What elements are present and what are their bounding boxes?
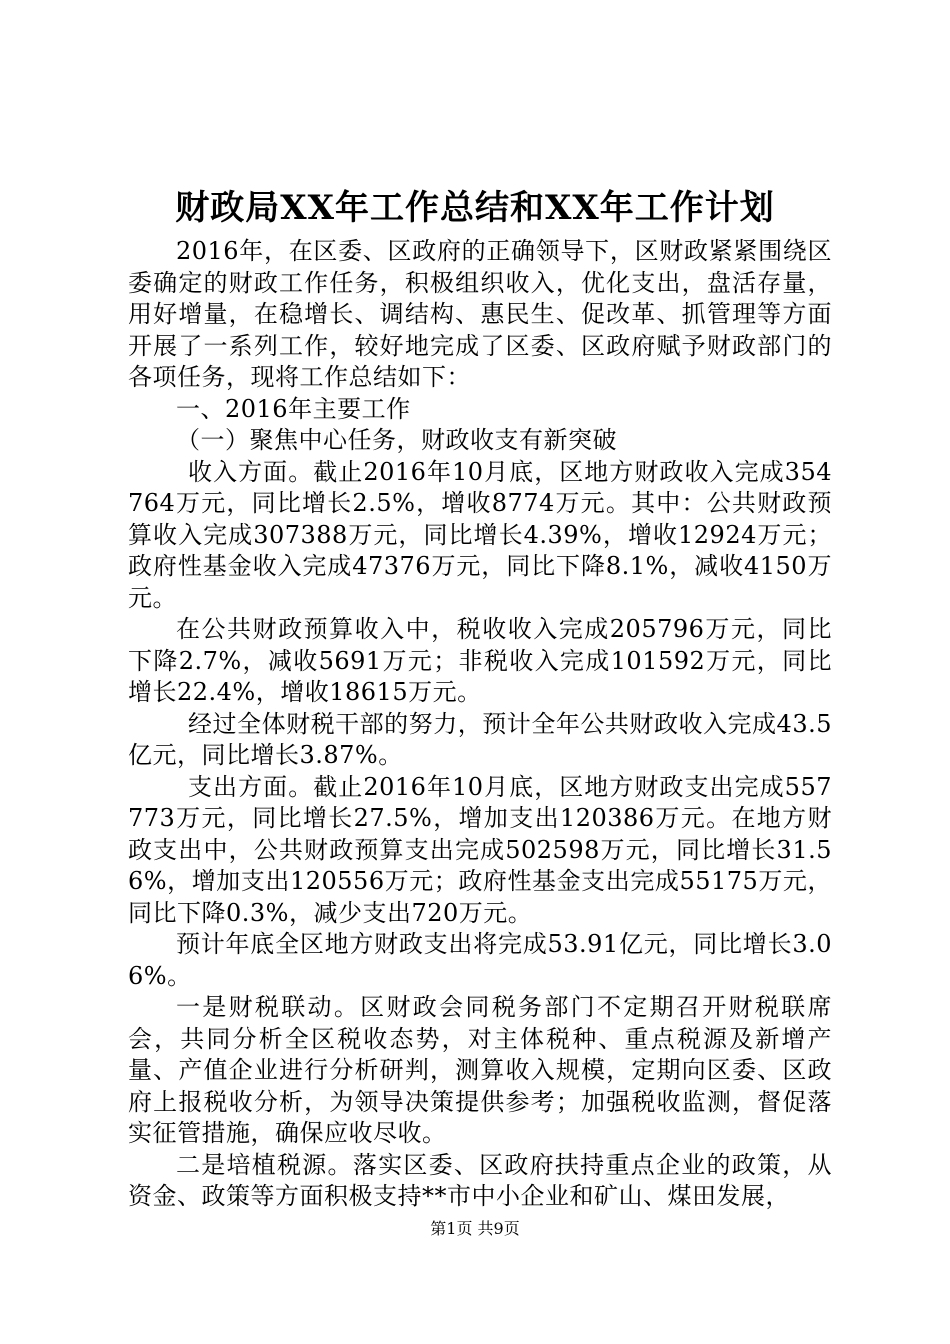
paragraph-intro: 2016年，在区委、区政府的正确领导下，区财政紧紧围绕区委确定的财政工作任务，积极组织收入，优化支出，盘活存量，用好增量，在稳增长、调结构、惠民生、促改革、抓管理等方面开展了一系列工作，较好地完成了区委、区政府赋予财政部门的各项任务，现将工作总结如下：	[128, 237, 832, 391]
paragraph-expenditure: 支出方面。截止2016年10月底，区地方财政支出完成557773万元，同比增长27.5%，增加支出120386万元。在地方财政支出中，公共财政预算支出完成502598万元，同比增长31.56%，增加支出120556万元；政府性基金支出完成55175万元，同比下降0.3%，减少支出720万元。	[128, 772, 832, 927]
paragraph-expenditure-forecast: 预计年底全区地方财政支出将完成53.91亿元，同比增长3.06%。	[128, 930, 832, 990]
section-heading-1: 一、2016年主要工作	[176, 394, 411, 423]
paragraph-tax-coordination: 一是财税联动。区财政会同税务部门不定期召开财税联席会，共同分析全区税收态势，对主体税种、重点税源及新增产量、产值企业进行分析研判，测算收入规模，定期向区委、区政府上报税收分析，为领导决策提供参考；加强税收监测，督促落实征管措施，确保应收尽收。	[128, 993, 832, 1147]
paragraph-tax-source: 二是培植税源。落实区委、区政府扶持重点企业的政策，从资金、政策等方面积极支持**市中小企业和矿山、煤田发展，	[128, 1150, 832, 1210]
page-footer: 第1页 共9页	[430, 1219, 520, 1238]
paragraph-revenue: 收入方面。截止2016年10月底，区地方财政收入完成354764万元，同比增长2.5%，增收8774万元。其中：公共财政预算收入完成307388万元，同比增长4.39%，增收12924万元；政府性基金收入完成47376万元，同比下降8.1%，减收4150万元。	[128, 457, 832, 612]
paragraph-revenue-forecast: 经过全体财税干部的努力，预计全年公共财政收入完成43.5亿元，同比增长3.87%。	[128, 709, 832, 769]
document-body	[128, 236, 832, 1213]
paragraph-public-budget-revenue: 在公共财政预算收入中，税收收入完成205796万元，同比下降2.7%，减收5691万元；非税收入完成101592万元，同比增长22.4%，增收18615万元。	[128, 615, 832, 706]
document-title: 财政局XX年工作总结和XX年工作计划	[175, 188, 775, 228]
subsection-heading-1: （一）聚焦中心任务，财政收支有新突破	[176, 426, 617, 454]
